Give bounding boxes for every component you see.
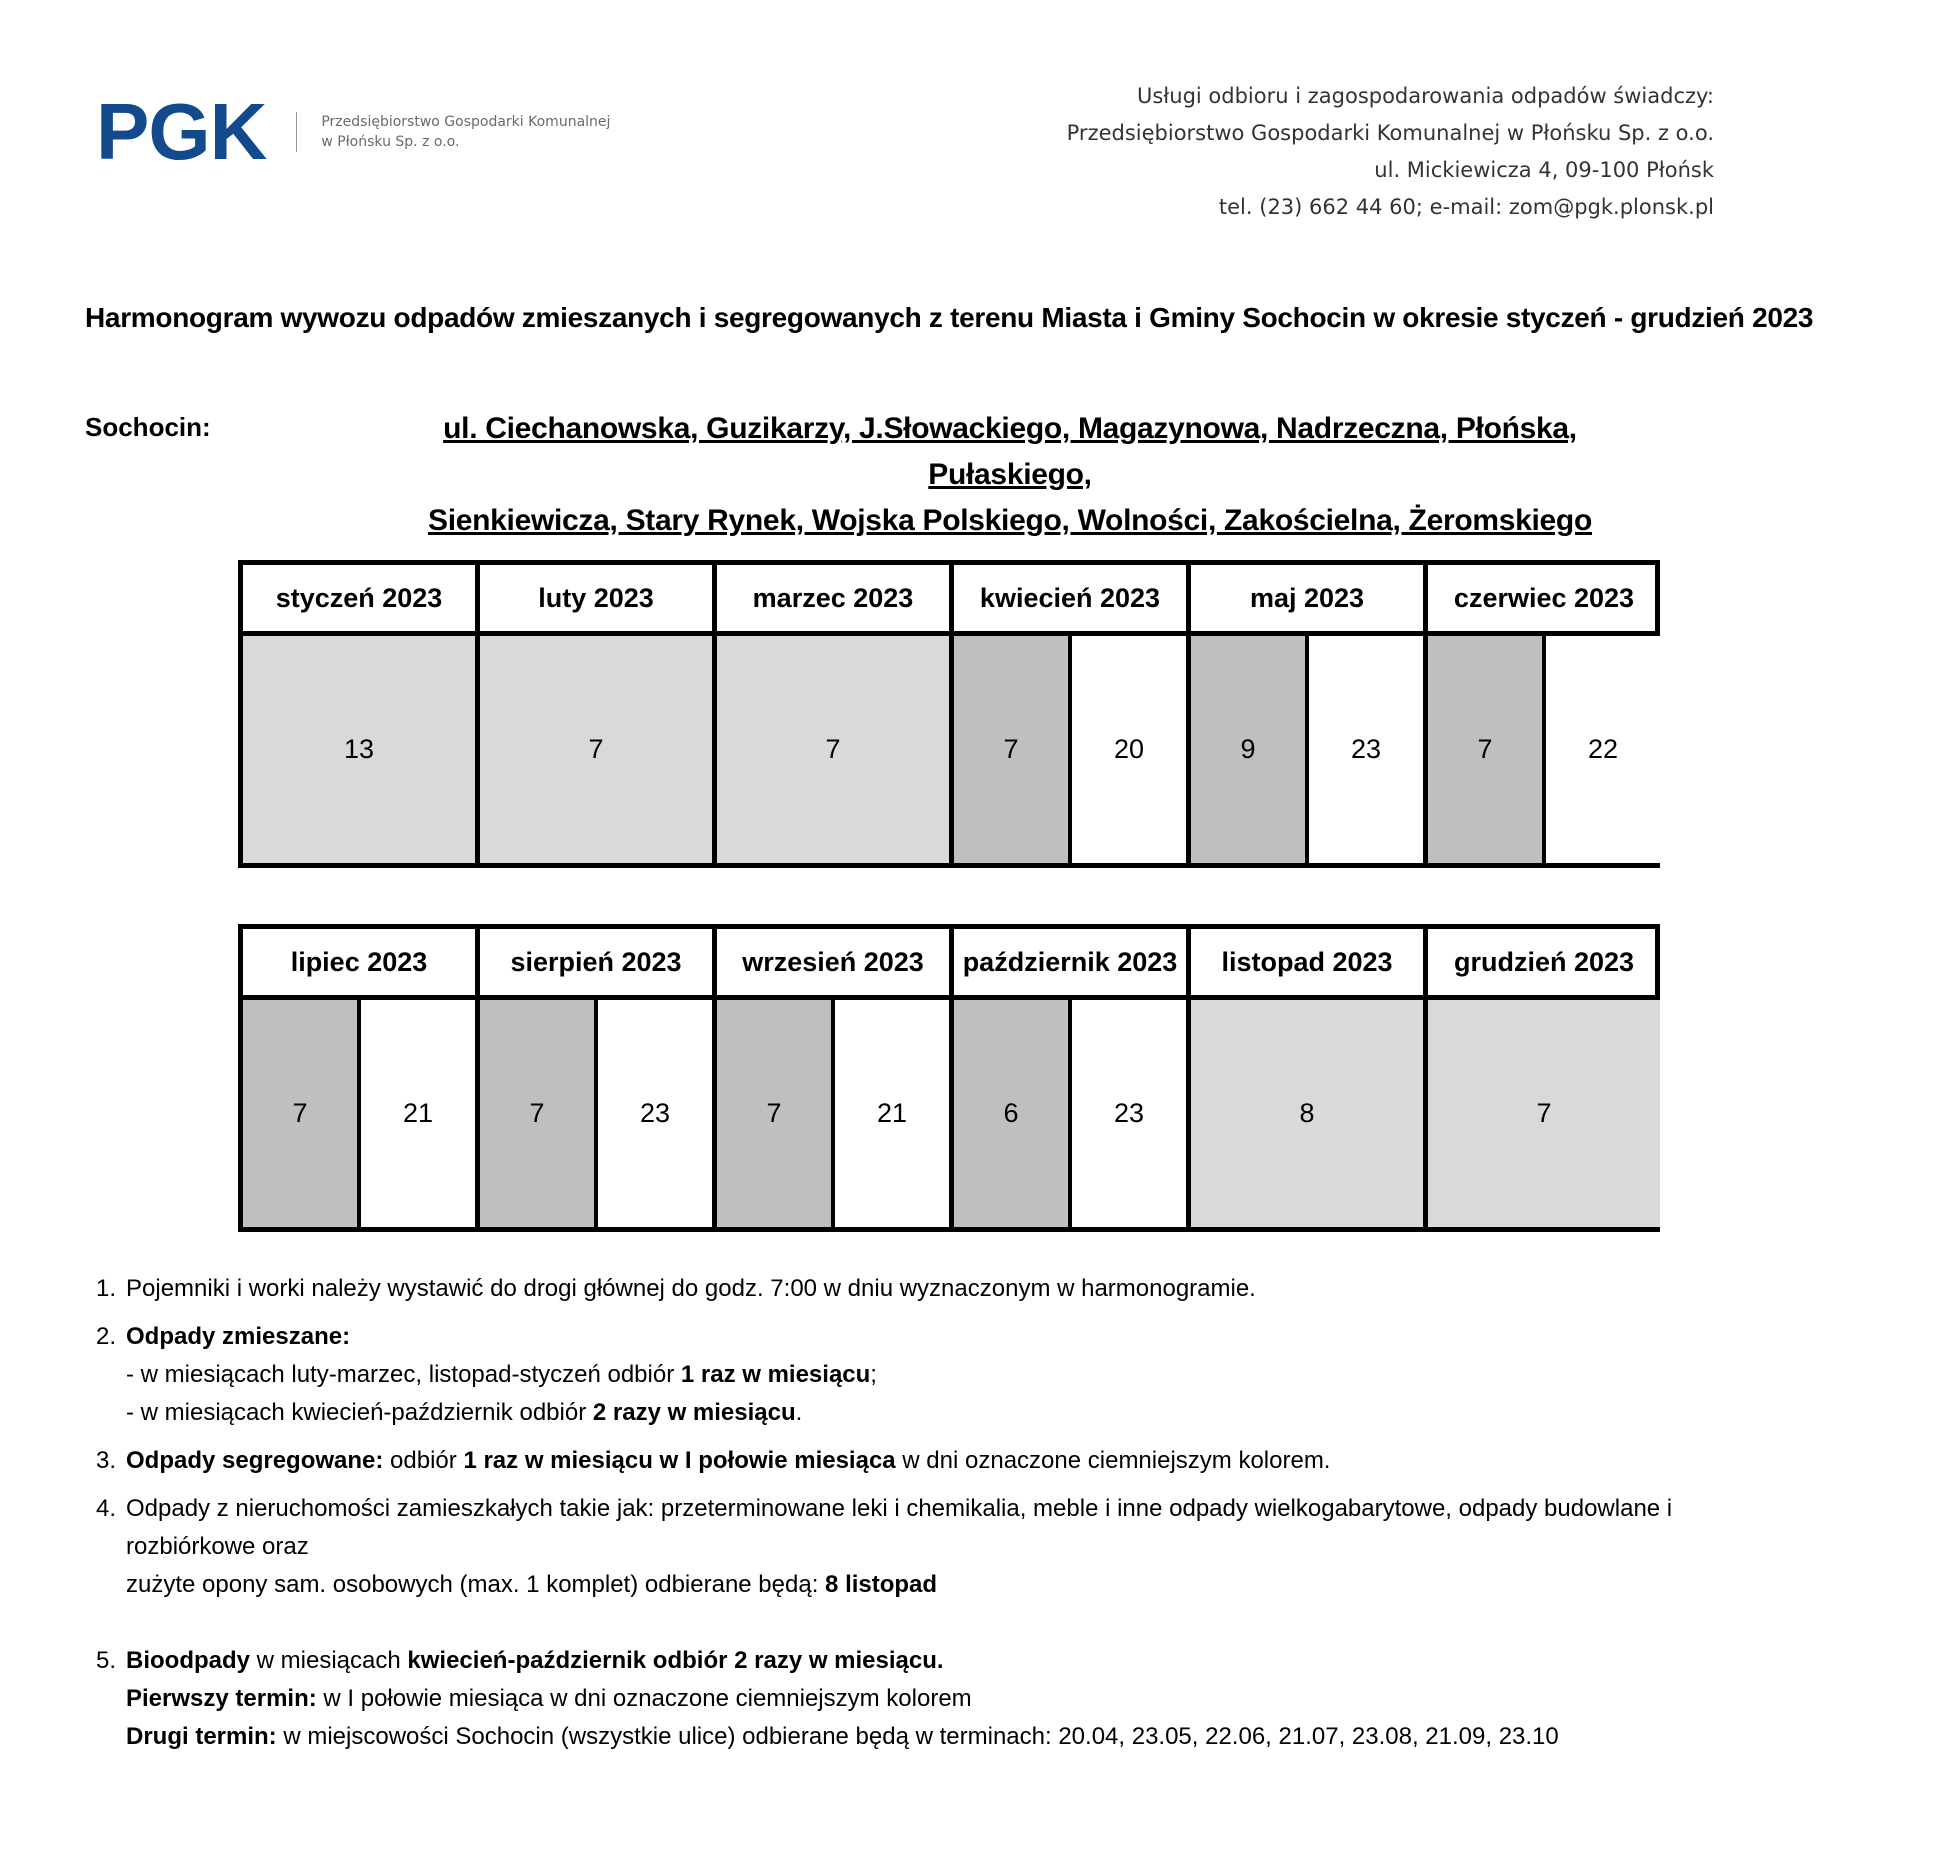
month-dates <box>717 636 949 863</box>
schedule-table-first-half <box>238 560 1660 868</box>
pickup-date-second-term: 21 <box>361 1000 475 1227</box>
note-line: zużyte opony sam. osobowych (max. 1 komplet) odbierane będą: <box>126 1571 826 1598</box>
month-column <box>1428 565 1660 863</box>
note-emphasis: 8 listopad <box>825 1571 938 1598</box>
provider-line1: Usługi odbioru i zagospodarowania odpadów świadczy: <box>1137 84 1714 108</box>
location-label: Sochocin: <box>85 412 211 442</box>
provider-info <box>1067 78 1714 226</box>
company-logo <box>96 87 611 176</box>
provider-line2: Przedsiębiorstwo Gospodarki Komunalnej w Płońsku Sp. z o.o. <box>1066 121 1714 145</box>
note-heading: Odpady segregowane: <box>126 1447 384 1474</box>
note-heading: Drugi termin: <box>126 1723 277 1750</box>
schedule-table-second-half <box>238 924 1660 1232</box>
note-emphasis: kwiecień-październik odbiór 2 razy w miesiącu. <box>407 1647 944 1674</box>
note-number: 4. <box>96 1495 117 1522</box>
month-dates <box>480 636 712 863</box>
note-text <box>126 1442 1330 1480</box>
month-dates <box>717 1000 949 1227</box>
street-list-line2: Sienkiewicza, Stary Rynek, Wojska Polskiego, Wolności, Zakościelna, Żeromskiego <box>428 504 1592 537</box>
logo-text: PGK <box>96 87 267 176</box>
note-punct: . <box>795 1399 803 1426</box>
spacer <box>96 1614 1796 1642</box>
pickup-date-first-term: 7 <box>243 1000 361 1227</box>
month-column <box>1428 929 1660 1227</box>
note-text: Pojemniki i worki należy wystawić do drogi głównej do godz. 7:00 w dniu wyznaczonym w harmonogramie. <box>126 1275 1256 1302</box>
provider-contact: tel. (23) 662 44 60; e-mail: zom@pgk.plonsk.pl <box>1218 195 1714 219</box>
street-list <box>400 406 1620 544</box>
note-line: w I połowie miesiąca w dni oznaczone ciemniejszym kolorem <box>316 1685 972 1712</box>
month-header: listopad 2023 <box>1191 929 1423 1000</box>
note-line: w dni oznaczone ciemniejszym kolorem. <box>895 1447 1331 1474</box>
month-column <box>243 565 480 863</box>
month-column <box>717 929 954 1227</box>
note-item <box>96 1318 1796 1432</box>
pickup-date-first-term: 7 <box>717 1000 835 1227</box>
note-line: Odpady z nieruchomości zamieszkałych takie jak: przeterminowane leki i chemikalia, meble i inne odpady wielkogabarytowe, odpady budowlane i rozbiórkowe oraz <box>126 1495 1673 1560</box>
month-column <box>480 929 717 1227</box>
month-header: wrzesień 2023 <box>717 929 949 1000</box>
note-number: 5. <box>96 1647 117 1674</box>
pickup-date-second-term: 23 <box>598 1000 712 1227</box>
note-item <box>96 1642 1796 1756</box>
month-column <box>954 565 1191 863</box>
pickup-date-second-term: 22 <box>1546 636 1660 863</box>
pickup-date-cell: 7 <box>1428 1000 1660 1227</box>
month-dates <box>1191 1000 1423 1227</box>
month-dates <box>243 636 475 863</box>
month-column <box>480 565 717 863</box>
note-item <box>96 1442 1796 1480</box>
pickup-date-first-term: 6 <box>954 1000 1072 1227</box>
month-header: marzec 2023 <box>717 565 949 636</box>
note-number: 1. <box>96 1275 117 1302</box>
logo-subtitle <box>321 112 610 152</box>
month-dates <box>243 1000 475 1227</box>
month-column <box>954 929 1191 1227</box>
month-dates <box>1191 636 1423 863</box>
month-header: lipiec 2023 <box>243 929 475 1000</box>
note-item <box>96 1490 1796 1604</box>
note-line: w miesiącach <box>250 1647 408 1674</box>
note-emphasis: 1 raz w miesiącu <box>680 1361 871 1388</box>
month-dates <box>480 1000 712 1227</box>
pickup-date-cell: 7 <box>717 636 949 863</box>
month-column <box>1191 929 1428 1227</box>
note-line: w miejscowości Sochocin (wszystkie ulice) odbierane będą w terminach: 20.04, 23.05, 22.06, 21.07, 23.08, 21.09, 23.10 <box>276 1723 1559 1750</box>
month-header: maj 2023 <box>1191 565 1423 636</box>
month-column <box>1191 565 1428 863</box>
note-text <box>126 1318 877 1432</box>
note-heading: Pierwszy termin: <box>126 1685 317 1712</box>
month-dates <box>954 636 1186 863</box>
pickup-date-first-term: 7 <box>480 1000 598 1227</box>
pickup-date-cell: 7 <box>480 636 712 863</box>
month-dates <box>1428 636 1660 863</box>
pickup-date-cell: 13 <box>243 636 475 863</box>
note-line: odbiór <box>383 1447 464 1474</box>
pickup-date-first-term: 7 <box>954 636 1072 863</box>
month-header: grudzień 2023 <box>1428 929 1660 1000</box>
pickup-date-first-term: 7 <box>1428 636 1546 863</box>
note-punct: ; <box>870 1361 877 1388</box>
pickup-date-first-term: 9 <box>1191 636 1309 863</box>
note-heading: Bioodpady <box>126 1647 250 1674</box>
month-header: luty 2023 <box>480 565 712 636</box>
logo-divider <box>296 112 297 152</box>
pickup-date-second-term: 23 <box>1072 1000 1186 1227</box>
month-dates <box>954 1000 1186 1227</box>
month-header: kwiecień 2023 <box>954 565 1186 636</box>
month-header: styczeń 2023 <box>243 565 475 636</box>
pickup-date-second-term: 20 <box>1072 636 1186 863</box>
note-line: - w miesiącach luty-marzec, listopad-styczeń odbiór <box>126 1361 681 1388</box>
pickup-date-cell: 8 <box>1191 1000 1423 1227</box>
pickup-date-second-term: 21 <box>835 1000 949 1227</box>
notes-list <box>96 1270 1796 1766</box>
logo-subtitle-line1: Przedsiębiorstwo Gospodarki Komunalnej <box>321 114 611 130</box>
month-column <box>243 929 480 1227</box>
street-list-line1: ul. Ciechanowska, Guzikarzy, J.Słowackiego, Magazynowa, Nadrzeczna, Płońska, Pułaskiego, <box>443 412 1577 491</box>
note-text <box>126 1490 1796 1604</box>
logo-subtitle-line2: w Płońsku Sp. z o.o. <box>321 134 460 150</box>
month-header: czerwiec 2023 <box>1428 565 1660 636</box>
note-emphasis: 2 razy w miesiącu <box>592 1399 796 1426</box>
note-heading: Odpady zmieszane: <box>126 1323 351 1350</box>
month-header: sierpień 2023 <box>480 929 712 1000</box>
document-title: Harmonogram wywozu odpadów zmieszanych i segregowanych z terenu Miasta i Gminy Sochocin w okresie styczeń - grudzień 2023 <box>85 302 1814 333</box>
provider-address: ul. Mickiewicza 4, 09-100 Płońsk <box>1374 158 1714 182</box>
note-number: 2. <box>96 1323 117 1350</box>
pickup-date-second-term: 23 <box>1309 636 1423 863</box>
note-emphasis: 1 raz w miesiącu w I połowie miesiąca <box>463 1447 896 1474</box>
note-item <box>96 1270 1796 1308</box>
note-line: - w miesiącach kwiecień-październik odbiór <box>126 1399 593 1426</box>
note-text <box>126 1642 1559 1756</box>
month-dates <box>1428 1000 1660 1227</box>
month-column <box>717 565 954 863</box>
note-number: 3. <box>96 1447 117 1474</box>
month-header: październik 2023 <box>954 929 1186 1000</box>
